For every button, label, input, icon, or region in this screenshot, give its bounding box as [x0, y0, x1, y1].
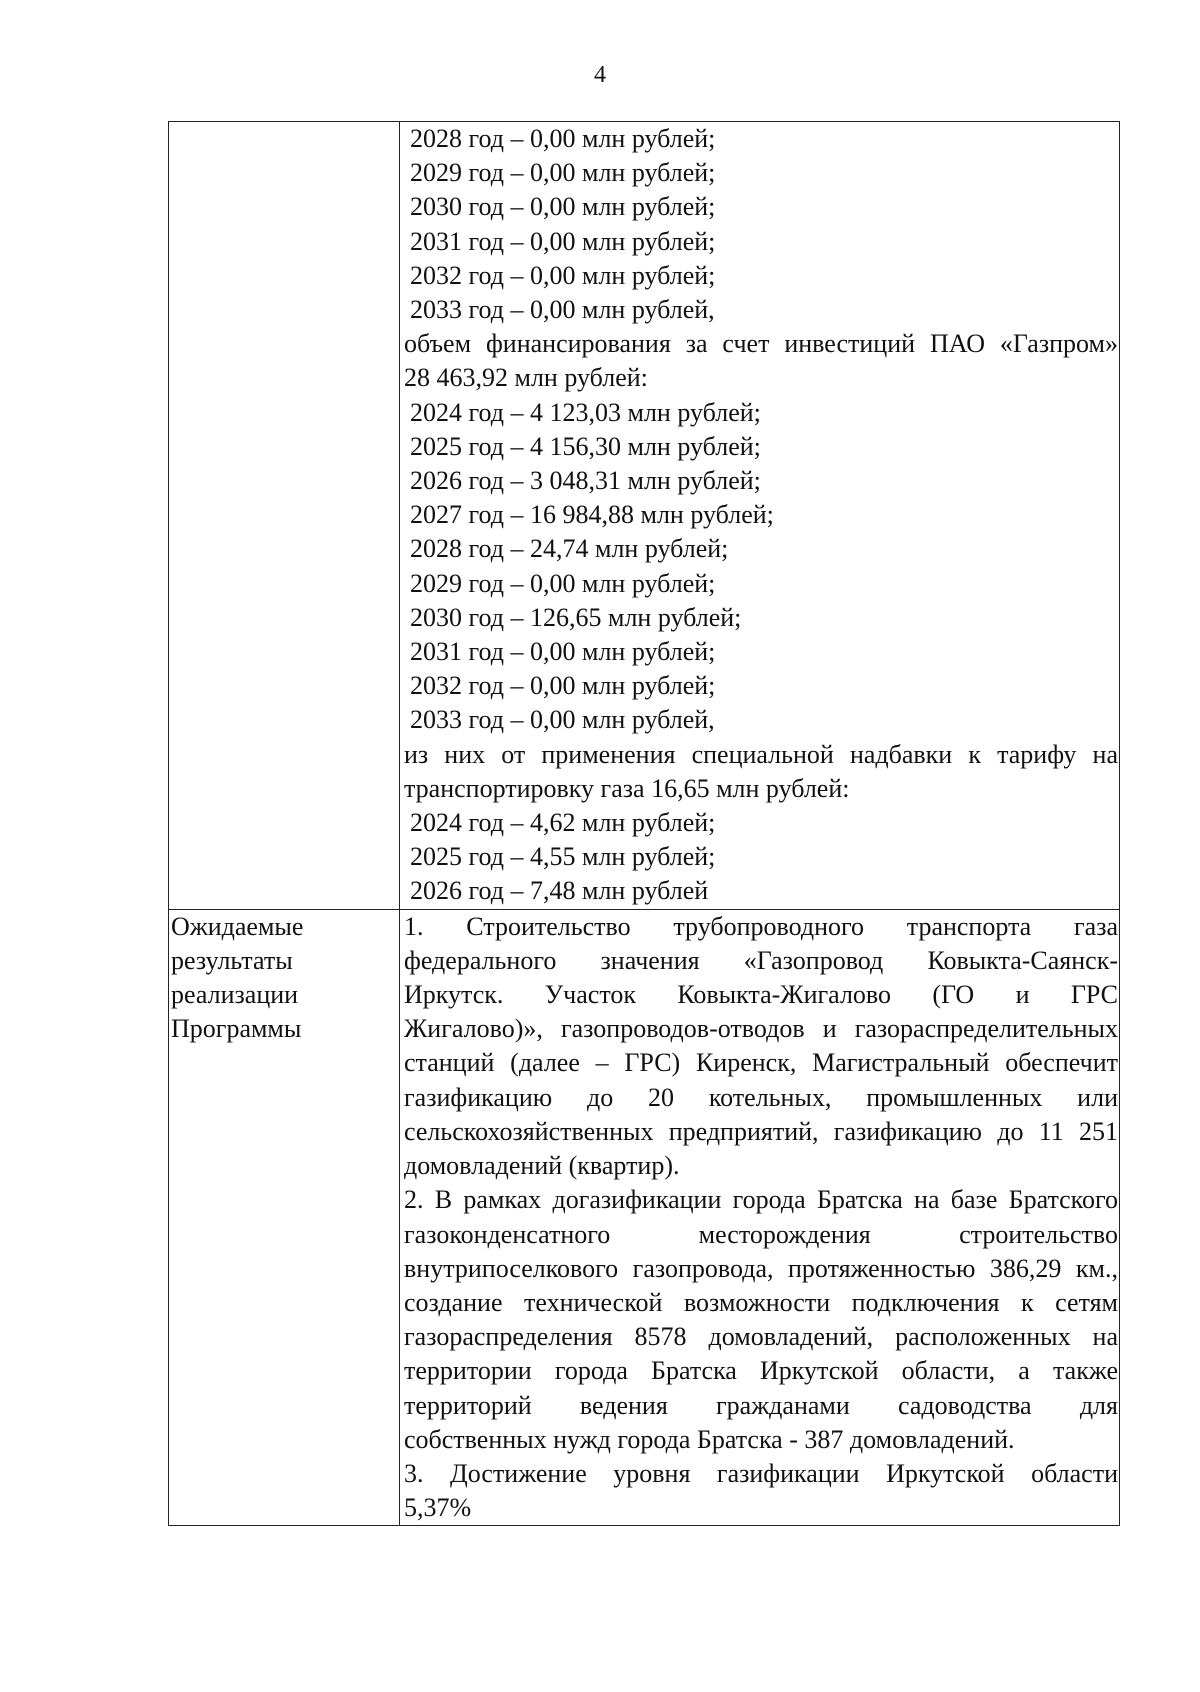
funding-year-line: 2033 год – 0,00 млн рублей, [410, 295, 715, 325]
funding-content-cell [400, 122, 1120, 910]
results-content-cell [400, 909, 1120, 1526]
surcharge-year-line: 2024 год – 4,62 млн рублей; [410, 808, 716, 838]
gazprom-year-line: 2024 год – 4 123,03 млн рублей; [410, 397, 761, 427]
funding-year-line: 2031 год – 0,00 млн рублей; [410, 226, 716, 256]
program-passport-table [168, 121, 1120, 1526]
gazprom-year-line: 2029 год – 0,00 млн рублей; [410, 568, 716, 598]
gazprom-total-line: 28 463,92 млн рублей: [404, 363, 648, 393]
funding-year-line: 2030 год – 0,00 млн рублей; [410, 192, 716, 222]
result-2-line: создание технической возможности подключения к сетям [404, 1287, 1118, 1317]
results-label-cell [169, 909, 400, 1526]
result-1-line: федерального значения «Газопровод Ковыкта-Саянск- [404, 945, 1118, 975]
funding-row [169, 122, 1120, 910]
gazprom-year-line: 2033 год – 0,00 млн рублей, [410, 705, 715, 735]
result-1-line: станций (далее – ГРС) Киренск, Магистральный обеспечит [404, 1048, 1118, 1078]
gazprom-year-line: 2032 год – 0,00 млн рублей; [410, 671, 716, 701]
gazprom-intro-line: объем финансирования за счет инвестиций ПАО «Газпром» [404, 329, 1118, 359]
surcharge-intro-line: из них от применения специальной надбавки к тарифу на [404, 739, 1118, 769]
result-1-line: Жигалово)», газопроводов-отводов и газораспределительных [404, 1014, 1118, 1044]
result-2-line: собственных нужд города Братска - 387 домовладений. [404, 1424, 1015, 1454]
result-3-line: 5,37% [404, 1493, 472, 1523]
surcharge-total-line: транспортировку газа 16,65 млн рублей: [404, 773, 850, 803]
funding-year-line: 2032 год – 0,00 млн рублей; [410, 260, 716, 290]
results-label-line: Ожидаемые [171, 911, 304, 941]
result-2-line: территорий ведения гражданами садоводства для [404, 1390, 1118, 1420]
page-number: 4 [594, 62, 606, 88]
gazprom-year-line: 2031 год – 0,00 млн рублей; [410, 637, 716, 667]
result-3-line: 3. Достижение уровня газификации Иркутской области [404, 1458, 1118, 1488]
funding-year-line: 2029 год – 0,00 млн рублей; [410, 158, 716, 188]
result-2-line: газораспределения 8578 домовладений, расположенных на [404, 1322, 1118, 1352]
results-label-line: реализации [171, 980, 299, 1010]
gazprom-year-line: 2030 год – 126,65 млн рублей; [410, 602, 742, 632]
surcharge-year-line: 2025 год – 4,55 млн рублей; [410, 842, 716, 872]
result-1-line: Иркутск. Участок Ковыкта-Жигалово (ГО и ГРС [404, 980, 1118, 1010]
gazprom-year-line: 2028 год – 24,74 млн рублей; [410, 534, 729, 564]
result-1-line: 1. Строительство трубопроводного транспорта газа [404, 911, 1118, 941]
funding-label-cell [169, 122, 400, 910]
results-label-line: результаты [171, 945, 293, 975]
results-row [169, 909, 1120, 1526]
gazprom-year-line: 2025 год – 4 156,30 млн рублей; [410, 431, 761, 461]
result-2-line: внутрипоселкового газопровода, протяженностью 386,29 км., [404, 1253, 1118, 1283]
result-2-line: 2. В рамках догазификации города Братска на базе Братского [404, 1185, 1118, 1215]
funding-year-line: 2028 год – 0,00 млн рублей; [410, 124, 716, 153]
result-1-line: сельскохозяйственных предприятий, газификацию до 11 251 [404, 1116, 1118, 1146]
result-1-line: домовладений (квартир). [404, 1151, 680, 1181]
surcharge-year-line: 2026 год – 7,48 млн рублей [410, 876, 709, 906]
results-label-line: Программы [171, 1014, 302, 1044]
gazprom-year-line: 2027 год – 16 984,88 млн рублей; [410, 500, 774, 530]
result-2-line: территории города Братска Иркутской области, а также [404, 1356, 1118, 1386]
gazprom-year-line: 2026 год – 3 048,31 млн рублей; [410, 466, 761, 496]
result-2-line: газоконденсатного месторождения строительство [404, 1219, 1118, 1249]
result-1-line: газификацию до 20 котельных, промышленных или [404, 1082, 1118, 1112]
